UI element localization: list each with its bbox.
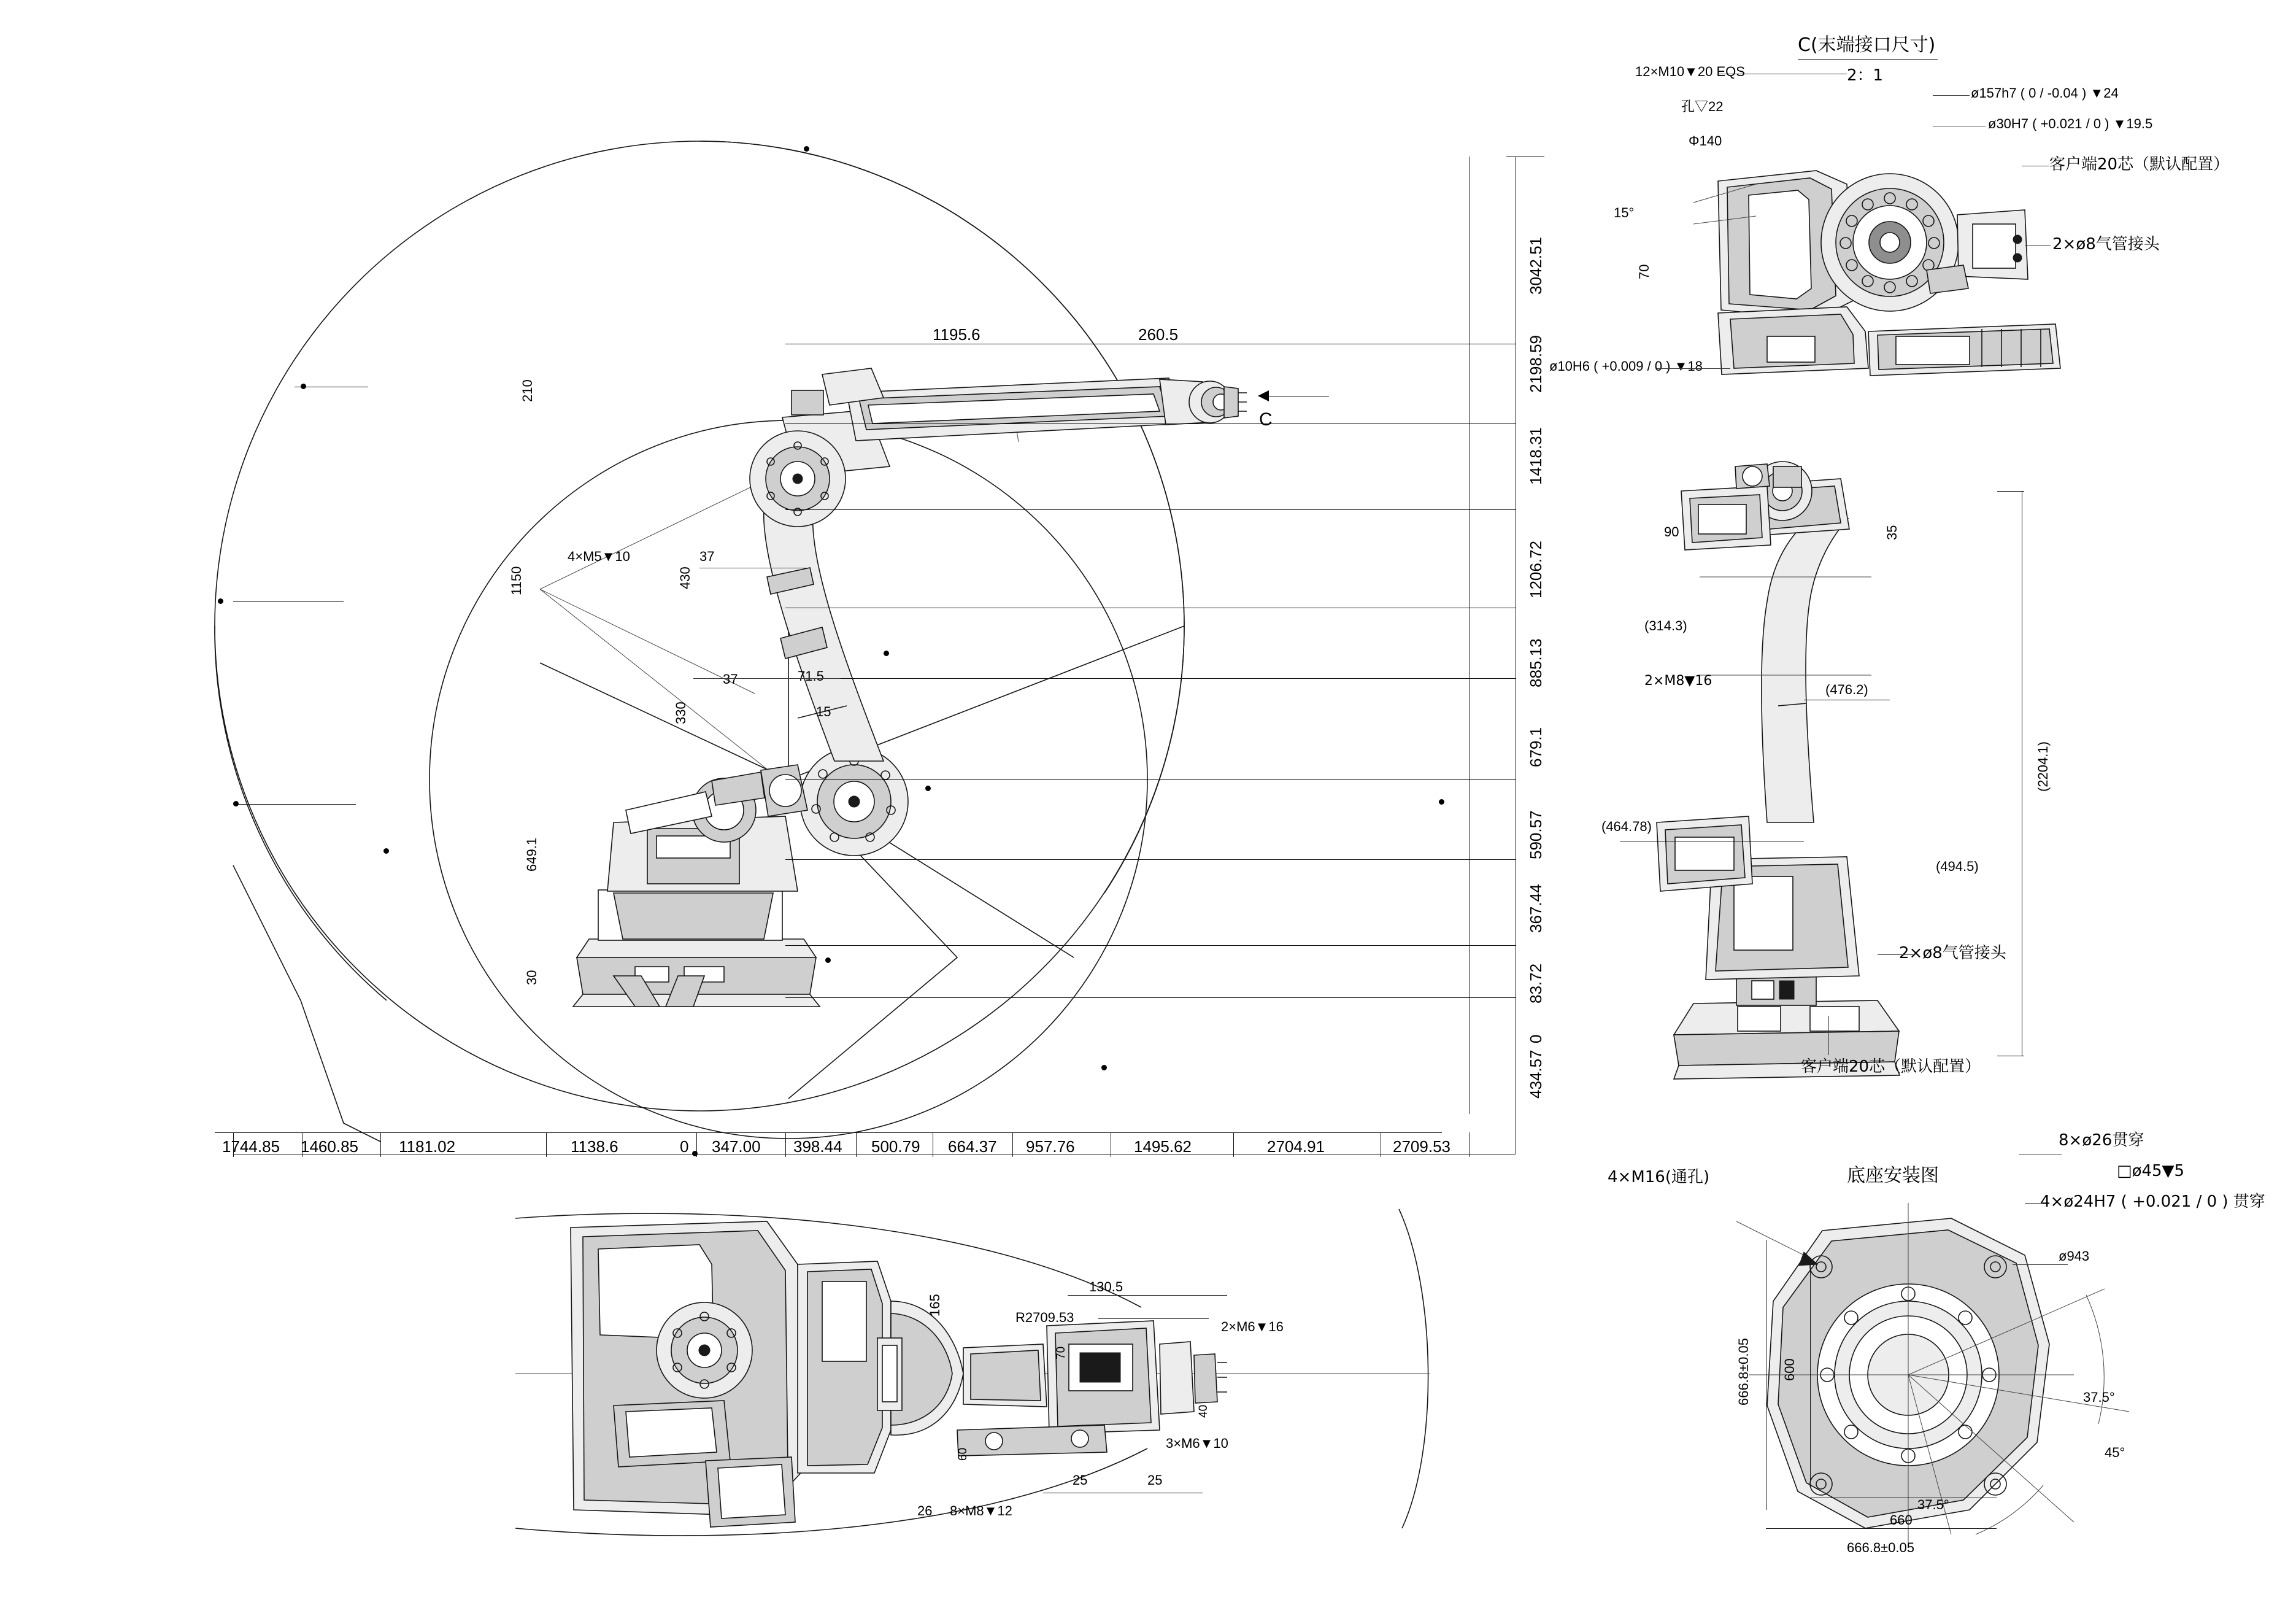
dim-71-5: 71.5	[798, 668, 824, 684]
dim-30: 30	[524, 970, 539, 985]
note-2xm8-16: 2×M8▼16	[1644, 673, 1712, 689]
dim-398-44: 398.44	[793, 1137, 842, 1156]
dim-extension	[1810, 1264, 1811, 1485]
dim-37-lower: 37	[723, 671, 738, 687]
base-view-title: 底座安装图	[1847, 1165, 1939, 1186]
dim-464-78: (464.78)	[1601, 819, 1652, 834]
angle-37-5-bottom: 37.5°	[1917, 1497, 1949, 1512]
dim-679-1: 679.1	[1527, 727, 1545, 767]
dim-70-detailc: 70	[1636, 264, 1652, 279]
dim-367-44: 367.44	[1527, 884, 1545, 933]
dim-1181-02: 1181.02	[399, 1137, 456, 1156]
dim-70-top: 70	[1055, 1346, 1068, 1359]
detail-c-scale: 2：1	[1847, 66, 1884, 85]
angle-15: 15°	[1614, 205, 1635, 220]
dim-500-79: 500.79	[871, 1137, 920, 1156]
dim-130-5: 130.5	[1089, 1279, 1123, 1294]
dim-1195-6: 1195.6	[933, 325, 980, 344]
dim-666-8-left: 666.8±0.05	[1736, 1338, 1751, 1406]
note-square-45: □ø45▼5	[2117, 1162, 2185, 1180]
note-30h7: ø30H7 ( +0.021 / 0 ) ▼19.5	[1988, 116, 2153, 131]
note-2x8-air-2: 2×ø8气管接头	[1899, 944, 2006, 962]
angle-45: 45°	[2105, 1445, 2125, 1460]
detail-c-title: C(末端接口尺寸)	[1798, 34, 1936, 56]
dim-885-13: 885.13	[1527, 638, 1545, 687]
note-8xm8-12: 8×M8▼12	[950, 1503, 1012, 1518]
note-4x24h7: 4×ø24H7 ( +0.021 / 0 ) 贯穿	[2040, 1193, 2265, 1211]
dim-666-8-bottom: 666.8±0.05	[1847, 1540, 1914, 1555]
dim-60: 60	[957, 1447, 969, 1461]
dim-649-1: 649.1	[524, 837, 539, 872]
dim-26: 26	[917, 1503, 933, 1518]
dim-3042-51: 3042.51	[1527, 237, 1545, 295]
angle-37-5-right: 37.5°	[2083, 1390, 2115, 1405]
dim-1138-6: 1138.6	[571, 1137, 618, 1156]
dim-1206-72: 1206.72	[1527, 541, 1545, 598]
note-157h7: ø157h7 ( 0 / -0.04 ) ▼24	[1971, 85, 2119, 101]
leader-line	[2013, 1264, 2068, 1265]
dim-2204-1: (2204.1)	[2035, 741, 2051, 792]
dim-330: 330	[673, 702, 688, 724]
dim-314-3: (314.3)	[1644, 618, 1687, 633]
dim-zero-h: 0	[680, 1137, 689, 1156]
dim-90: 90	[1664, 524, 1679, 539]
dim-590-57: 590.57	[1527, 810, 1545, 859]
note-client-20core-2: 客户端20芯（默认配置）	[1801, 1058, 1981, 1076]
dim-957-76: 957.76	[1026, 1137, 1075, 1156]
dim-40: 40	[1197, 1404, 1210, 1418]
leader-line	[2025, 1203, 2043, 1204]
note-client-20core-1: 客户端20芯（默认配置）	[2049, 155, 2230, 174]
dim-25-b: 25	[1147, 1472, 1163, 1488]
dim-165: 165	[927, 1294, 942, 1317]
dim-1460-85: 1460.85	[301, 1137, 358, 1156]
dim-83-72: 83.72	[1527, 963, 1545, 1003]
dim-434-57: 434.57	[1527, 1050, 1545, 1099]
note-hole22: 孔▽22	[1681, 99, 1724, 114]
dim-1150: 1150	[509, 566, 524, 595]
note-12xm10: 12×M10▼20 EQS	[1635, 64, 1745, 79]
dim-943: ø943	[2059, 1248, 2090, 1264]
dim-664-37: 664.37	[948, 1137, 997, 1156]
dim-r2709-53: R2709.53	[1015, 1310, 1074, 1325]
note-10h6: ø10H6 ( +0.009 / 0 ) ▼18	[1549, 358, 1703, 374]
dim-260-5: 260.5	[1138, 325, 1179, 344]
dim-2198-59: 2198.59	[1527, 335, 1545, 393]
dim-25-a: 25	[1073, 1472, 1088, 1488]
note-8x26: 8×ø26贯穿	[2059, 1131, 2144, 1150]
dim-35: 35	[1884, 525, 1900, 540]
dim-zero: 0	[1527, 1034, 1545, 1043]
note-phi140: Φ140	[1689, 133, 1722, 149]
note-2xm6-16: 2×M6▼16	[1221, 1319, 1284, 1334]
dim-660: 660	[1890, 1512, 1913, 1528]
dim-15: 15	[816, 704, 831, 719]
dim-2704-91: 2704.91	[1267, 1137, 1325, 1156]
dim-476-2: (476.2)	[1825, 682, 1868, 697]
dim-1418-31: 1418.31	[1527, 427, 1545, 485]
dim-1495-62: 1495.62	[1134, 1137, 1192, 1156]
dim-600: 600	[1782, 1358, 1797, 1381]
section-label-c: C	[1259, 409, 1273, 430]
note-4xm16: 4×M16(通孔)	[1608, 1168, 1710, 1186]
note-3xm6-10: 3×M6▼10	[1166, 1436, 1228, 1451]
dim-210: 210	[520, 379, 535, 402]
note-4xm5: 4×M5▼10	[568, 549, 630, 564]
dim-line	[1766, 1528, 1997, 1529]
dim-1744-85: 1744.85	[222, 1137, 280, 1156]
dim-37-upper: 37	[699, 549, 715, 564]
dim-2709-53: 2709.53	[1393, 1137, 1450, 1156]
note-2x8-air-1: 2×ø8气管接头	[2052, 235, 2160, 253]
dim-430: 430	[677, 566, 693, 589]
dim-494-5: (494.5)	[1936, 859, 1979, 874]
dim-347-00: 347.00	[712, 1137, 761, 1156]
